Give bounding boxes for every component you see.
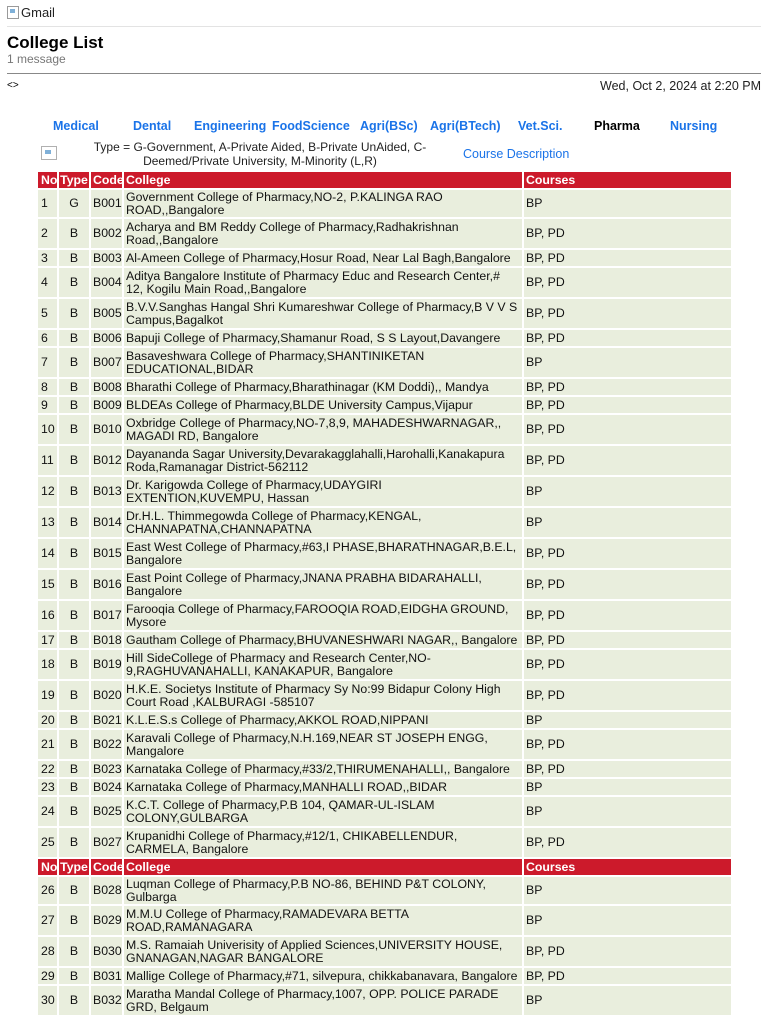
table-row bbox=[38, 219, 731, 248]
cell-type: B bbox=[57, 828, 89, 857]
table-row bbox=[38, 937, 731, 966]
tab-agri-btech[interactable]: Agri(BTech) bbox=[430, 119, 501, 133]
cell-type: B bbox=[57, 330, 89, 346]
cell-code: B027 bbox=[89, 828, 122, 857]
cell-college: Bapuji College of Pharmacy,Shamanur Road, S S Layout,Davangere bbox=[122, 330, 522, 346]
tab-nursing[interactable]: Nursing bbox=[670, 119, 718, 133]
tab-vet-sci[interactable]: Vet.Sci. bbox=[518, 119, 563, 133]
header-courses: Courses bbox=[522, 172, 731, 188]
cell-code: B013 bbox=[89, 477, 122, 506]
cell-code: B018 bbox=[89, 632, 122, 648]
cell-courses: BP bbox=[522, 797, 731, 826]
table-row bbox=[38, 650, 731, 679]
cell-code: B002 bbox=[89, 219, 122, 248]
cell-no: 23 bbox=[41, 779, 55, 794]
cell-courses: BP, PD bbox=[522, 570, 731, 599]
cell-courses: BP bbox=[522, 348, 731, 377]
cell-college: M.S. Ramaiah Univerisity of Applied Sciences,UNIVERSITY HOUSE, GNANAGAN,NAGAR BANGALORE bbox=[122, 937, 522, 966]
cell-code: B029 bbox=[89, 906, 122, 935]
cell-courses: BP bbox=[522, 779, 731, 795]
cell-courses: BP, PD bbox=[522, 379, 731, 395]
divider bbox=[7, 26, 761, 27]
cell-courses: BP, PD bbox=[522, 299, 731, 328]
cell-code: B010 bbox=[89, 415, 122, 444]
cell-code: B024 bbox=[89, 779, 122, 795]
cell-college: Aditya Bangalore Institute of Pharmacy Educ and Research Center,# 12, Kogilu Main Road,,Bangalore bbox=[122, 268, 522, 297]
cell-type: B bbox=[57, 539, 89, 568]
cell-code: B009 bbox=[89, 397, 122, 413]
cell-no: 20 bbox=[41, 712, 55, 727]
brand-label: Gmail bbox=[21, 5, 55, 20]
table-row bbox=[38, 632, 731, 648]
nav-arrows[interactable]: <> bbox=[7, 80, 19, 91]
table-row bbox=[38, 348, 731, 377]
cell-no: 22 bbox=[41, 761, 55, 776]
cell-courses: BP, PD bbox=[522, 601, 731, 630]
cell-college: Bharathi College of Pharmacy,Bharathinagar (KM Doddi),, Mandya bbox=[122, 379, 522, 395]
table-row bbox=[38, 779, 731, 795]
cell-college: K.L.E.S.s College of Pharmacy,AKKOL ROAD,NIPPANI bbox=[122, 712, 522, 728]
cell-code: B017 bbox=[89, 601, 122, 630]
cell-no: 17 bbox=[41, 632, 55, 647]
table-header bbox=[38, 859, 731, 875]
cell-no: 21 bbox=[41, 737, 55, 751]
cell-courses: BP bbox=[522, 986, 731, 1015]
cell-code: B016 bbox=[89, 570, 122, 599]
cell-code: B001 bbox=[89, 190, 122, 217]
cell-type: B bbox=[57, 268, 89, 297]
tab-foodscience[interactable]: FoodScience bbox=[272, 119, 350, 133]
cell-type: B bbox=[57, 937, 89, 966]
cell-type: B bbox=[57, 986, 89, 1015]
college-table bbox=[38, 172, 731, 1017]
cell-college: Al-Ameen College of Pharmacy,Hosur Road, Near Lal Bagh,Bangalore bbox=[122, 250, 522, 266]
cell-college: Government College of Pharmacy,NO-2, P.KALINGA RAO ROAD,,Bangalore bbox=[122, 190, 522, 217]
cell-code: B032 bbox=[89, 986, 122, 1015]
cell-type: B bbox=[57, 761, 89, 777]
type-legend: Type = G-Government, A-Private Aided, B-Private UnAided, C-Deemed/Private University, M-Minority (L,R) bbox=[93, 140, 427, 168]
cell-college: Luqman College of Pharmacy,P.B NO-86, BEHIND P&T COLONY, Gulbarga bbox=[122, 877, 522, 904]
cell-type: B bbox=[57, 601, 89, 630]
table-row bbox=[38, 570, 731, 599]
cell-courses: BP, PD bbox=[522, 681, 731, 710]
header-type: Type bbox=[57, 859, 89, 875]
broken-image-icon bbox=[41, 146, 57, 160]
cell-courses: BP bbox=[522, 712, 731, 728]
cell-no: 16 bbox=[41, 608, 55, 622]
cell-no: 15 bbox=[41, 577, 55, 591]
cell-no: 26 bbox=[41, 883, 55, 897]
cell-code: B006 bbox=[89, 330, 122, 346]
broken-image-icon bbox=[7, 6, 19, 19]
cell-college: Karnataka College of Pharmacy,#33/2,THIRUMENAHALLI,, Bangalore bbox=[122, 761, 522, 777]
cell-courses: BP, PD bbox=[522, 539, 731, 568]
table-body bbox=[38, 877, 731, 1015]
cell-courses: BP, PD bbox=[522, 219, 731, 248]
cell-courses: BP bbox=[522, 190, 731, 217]
cell-college: BLDEAs College of Pharmacy,BLDE University Campus,Vijapur bbox=[122, 397, 522, 413]
cell-no: 8 bbox=[41, 379, 48, 394]
cell-no: 1 bbox=[41, 196, 48, 210]
cell-courses: BP, PD bbox=[522, 761, 731, 777]
cell-no: 6 bbox=[41, 330, 48, 345]
cell-type: B bbox=[57, 508, 89, 537]
table-row bbox=[38, 877, 731, 904]
cell-type: B bbox=[57, 250, 89, 266]
cell-code: B030 bbox=[89, 937, 122, 966]
cell-courses: BP, PD bbox=[522, 937, 731, 966]
cell-code: B015 bbox=[89, 539, 122, 568]
gmail-logo bbox=[7, 5, 55, 20]
cell-courses: BP, PD bbox=[522, 330, 731, 346]
cell-code: B023 bbox=[89, 761, 122, 777]
cell-courses: BP, PD bbox=[522, 415, 731, 444]
cell-code: B003 bbox=[89, 250, 122, 266]
cell-type: B bbox=[57, 968, 89, 984]
cell-code: B031 bbox=[89, 968, 122, 984]
cell-type: B bbox=[57, 632, 89, 648]
cell-courses: BP bbox=[522, 508, 731, 537]
cell-no: 11 bbox=[41, 453, 54, 467]
cell-code: B021 bbox=[89, 712, 122, 728]
table-row bbox=[38, 397, 731, 413]
cell-no: 24 bbox=[41, 804, 55, 818]
cell-college: Krupanidhi College of Pharmacy,#12/1, CHIKABELLENDUR, CARMELA, Bangalore bbox=[122, 828, 522, 857]
tab-medical[interactable]: Medical bbox=[53, 119, 99, 133]
table-row bbox=[38, 250, 731, 266]
cell-type: B bbox=[57, 379, 89, 395]
cell-type: B bbox=[57, 730, 89, 759]
cell-no: 9 bbox=[41, 397, 48, 412]
cell-type: B bbox=[57, 299, 89, 328]
table-body bbox=[38, 190, 731, 857]
cell-college: Maratha Mandal College of Pharmacy,1007, OPP. POLICE PARADE GRD, Belgaum bbox=[122, 986, 522, 1015]
cell-code: B014 bbox=[89, 508, 122, 537]
cell-college: Basaveshwara College of Pharmacy,SHANTINIKETAN EDUCATIONAL,BIDAR bbox=[122, 348, 522, 377]
cell-type: B bbox=[57, 681, 89, 710]
cell-no: 10 bbox=[41, 422, 55, 436]
cell-code: B012 bbox=[89, 446, 122, 475]
cell-courses: BP, PD bbox=[522, 650, 731, 679]
cell-code: B008 bbox=[89, 379, 122, 395]
table-row bbox=[38, 601, 731, 630]
cell-no: 4 bbox=[41, 275, 48, 289]
cell-type: B bbox=[57, 397, 89, 413]
cell-no: 7 bbox=[41, 355, 48, 369]
cell-courses: BP, PD bbox=[522, 397, 731, 413]
cell-courses: BP, PD bbox=[522, 730, 731, 759]
cell-type: B bbox=[57, 877, 89, 904]
table-row bbox=[38, 415, 731, 444]
cell-no: 27 bbox=[41, 913, 55, 927]
header-code: Code bbox=[89, 859, 122, 875]
cell-no: 29 bbox=[41, 968, 55, 983]
table-row bbox=[38, 539, 731, 568]
table-row bbox=[38, 681, 731, 710]
table-row bbox=[38, 446, 731, 475]
cell-college: Oxbridge College of Pharmacy,NO-7,8,9, MAHADESHWARNAGAR,, MAGADI RD, Bangalore bbox=[122, 415, 522, 444]
table-row bbox=[38, 330, 731, 346]
cell-college: Hill SideCollege of Pharmacy and Research Center,NO-9,RAGHUVANAHALLI, KANAKAPUR, Bangalore bbox=[122, 650, 522, 679]
header-type: Type bbox=[57, 172, 89, 188]
cell-college: Gautham College of Pharmacy,BHUVANESHWARI NAGAR,, Bangalore bbox=[122, 632, 522, 648]
cell-college: B.V.V.Sanghas Hangal Shri Kumareshwar College of Pharmacy,B V V S Campus,Bagalkot bbox=[122, 299, 522, 328]
cell-type: G bbox=[57, 190, 89, 217]
cell-type: B bbox=[57, 712, 89, 728]
table-row bbox=[38, 797, 731, 826]
table-row bbox=[38, 968, 731, 984]
table-row bbox=[38, 299, 731, 328]
cell-courses: BP, PD bbox=[522, 268, 731, 297]
cell-courses: BP, PD bbox=[522, 828, 731, 857]
cell-code: B025 bbox=[89, 797, 122, 826]
cell-no: 30 bbox=[41, 993, 55, 1007]
header-courses: Courses bbox=[522, 859, 731, 875]
cell-type: B bbox=[57, 906, 89, 935]
course-description-link[interactable]: Course Description bbox=[463, 147, 570, 161]
cell-type: B bbox=[57, 415, 89, 444]
cell-code: B022 bbox=[89, 730, 122, 759]
cell-college: Dr. Karigowda College of Pharmacy,UDAYGIRI EXTENTION,KUVEMPU, Hassan bbox=[122, 477, 522, 506]
cell-no: 19 bbox=[41, 688, 55, 702]
cell-college: H.K.E. Societys Institute of Pharmacy Sy No:99 Bidapur Colony High Court Road ,KALBURAGI -585107 bbox=[122, 681, 522, 710]
table-row bbox=[38, 730, 731, 759]
message-count: 1 message bbox=[7, 52, 66, 66]
message-date: Wed, Oct 2, 2024 at 2:20 PM bbox=[600, 79, 761, 93]
cell-courses: BP, PD bbox=[522, 446, 731, 475]
header-code: Code bbox=[89, 172, 122, 188]
cell-college: Karnataka College of Pharmacy,MANHALLI ROAD,,BIDAR bbox=[122, 779, 522, 795]
cell-no: 3 bbox=[41, 250, 48, 265]
table-row bbox=[38, 761, 731, 777]
cell-college: Farooqia College of Pharmacy,FAROOQIA ROAD,EIDGHA GROUND, Mysore bbox=[122, 601, 522, 630]
tab-pharma[interactable]: Pharma bbox=[594, 119, 640, 133]
cell-code: B020 bbox=[89, 681, 122, 710]
cell-type: B bbox=[57, 348, 89, 377]
page-title: College List bbox=[7, 33, 104, 52]
table-row bbox=[38, 268, 731, 297]
table-row bbox=[38, 906, 731, 935]
cell-type: B bbox=[57, 779, 89, 795]
divider bbox=[7, 73, 761, 74]
table-row bbox=[38, 828, 731, 857]
cell-college: Dr.H.L. Thimmegowda College of Pharmacy,KENGAL, CHANNAPATNA,CHANNAPATNA bbox=[122, 508, 522, 537]
cell-no: 12 bbox=[41, 484, 55, 498]
cell-courses: BP bbox=[522, 477, 731, 506]
cell-no: 18 bbox=[41, 657, 55, 671]
cell-courses: BP, PD bbox=[522, 250, 731, 266]
table-row bbox=[38, 986, 731, 1015]
cell-college: K.C.T. College of Pharmacy,P.B 104, QAMAR-UL-ISLAM COLONY,GULBARGA bbox=[122, 797, 522, 826]
cell-college: Karavali College of Pharmacy,N.H.169,NEAR ST JOSEPH ENGG, Mangalore bbox=[122, 730, 522, 759]
table-header bbox=[38, 172, 731, 188]
table-row bbox=[38, 190, 731, 217]
cell-courses: BP bbox=[522, 906, 731, 935]
cell-courses: BP bbox=[522, 877, 731, 904]
tab-agri-bsc[interactable]: Agri(BSc) bbox=[360, 119, 418, 133]
table-row bbox=[38, 379, 731, 395]
cell-no: 28 bbox=[41, 944, 55, 958]
cell-college: M.M.U College of Pharmacy,RAMADEVARA BETTA ROAD,RAMANAGARA bbox=[122, 906, 522, 935]
cell-courses: BP, PD bbox=[522, 632, 731, 648]
cell-no: 14 bbox=[41, 546, 55, 560]
header-college: College bbox=[122, 172, 522, 188]
tab-engineering[interactable]: Engineering bbox=[194, 119, 267, 133]
table-row bbox=[38, 508, 731, 537]
cell-college: Mallige College of Pharmacy,#71, silvepura, chikkabanavara, Bangalore bbox=[122, 968, 522, 984]
cell-no: 25 bbox=[41, 835, 55, 849]
header-no: No bbox=[41, 859, 58, 874]
cell-no: 5 bbox=[41, 306, 48, 320]
header-college: College bbox=[122, 859, 522, 875]
cell-type: B bbox=[57, 650, 89, 679]
cell-courses: BP, PD bbox=[522, 968, 731, 984]
cell-code: B028 bbox=[89, 877, 122, 904]
cell-code: B019 bbox=[89, 650, 122, 679]
tab-dental[interactable]: Dental bbox=[133, 119, 172, 133]
cell-type: B bbox=[57, 477, 89, 506]
cell-no: 2 bbox=[41, 226, 48, 240]
stream-tabs bbox=[40, 119, 730, 135]
cell-type: B bbox=[57, 570, 89, 599]
cell-code: B004 bbox=[89, 268, 122, 297]
table-row bbox=[38, 712, 731, 728]
cell-college: East West College of Pharmacy,#63,I PHASE,BHARATHNAGAR,B.E.L, Bangalore bbox=[122, 539, 522, 568]
cell-type: B bbox=[57, 219, 89, 248]
header-no: No bbox=[41, 172, 58, 187]
cell-type: B bbox=[57, 446, 89, 475]
cell-code: B005 bbox=[89, 299, 122, 328]
cell-type: B bbox=[57, 797, 89, 826]
cell-college: Dayananda Sagar University,Devarakagglahalli,Harohalli,Kanakapura Roda,Ramanagar District-562112 bbox=[122, 446, 522, 475]
cell-code: B007 bbox=[89, 348, 122, 377]
cell-college: East Point College of Pharmacy,JNANA PRABHA BIDARAHALLI, Bangalore bbox=[122, 570, 522, 599]
cell-college: Acharya and BM Reddy College of Pharmacy,Radhakrishnan Road,,Bangalore bbox=[122, 219, 522, 248]
table-row bbox=[38, 477, 731, 506]
cell-no: 13 bbox=[41, 515, 55, 529]
